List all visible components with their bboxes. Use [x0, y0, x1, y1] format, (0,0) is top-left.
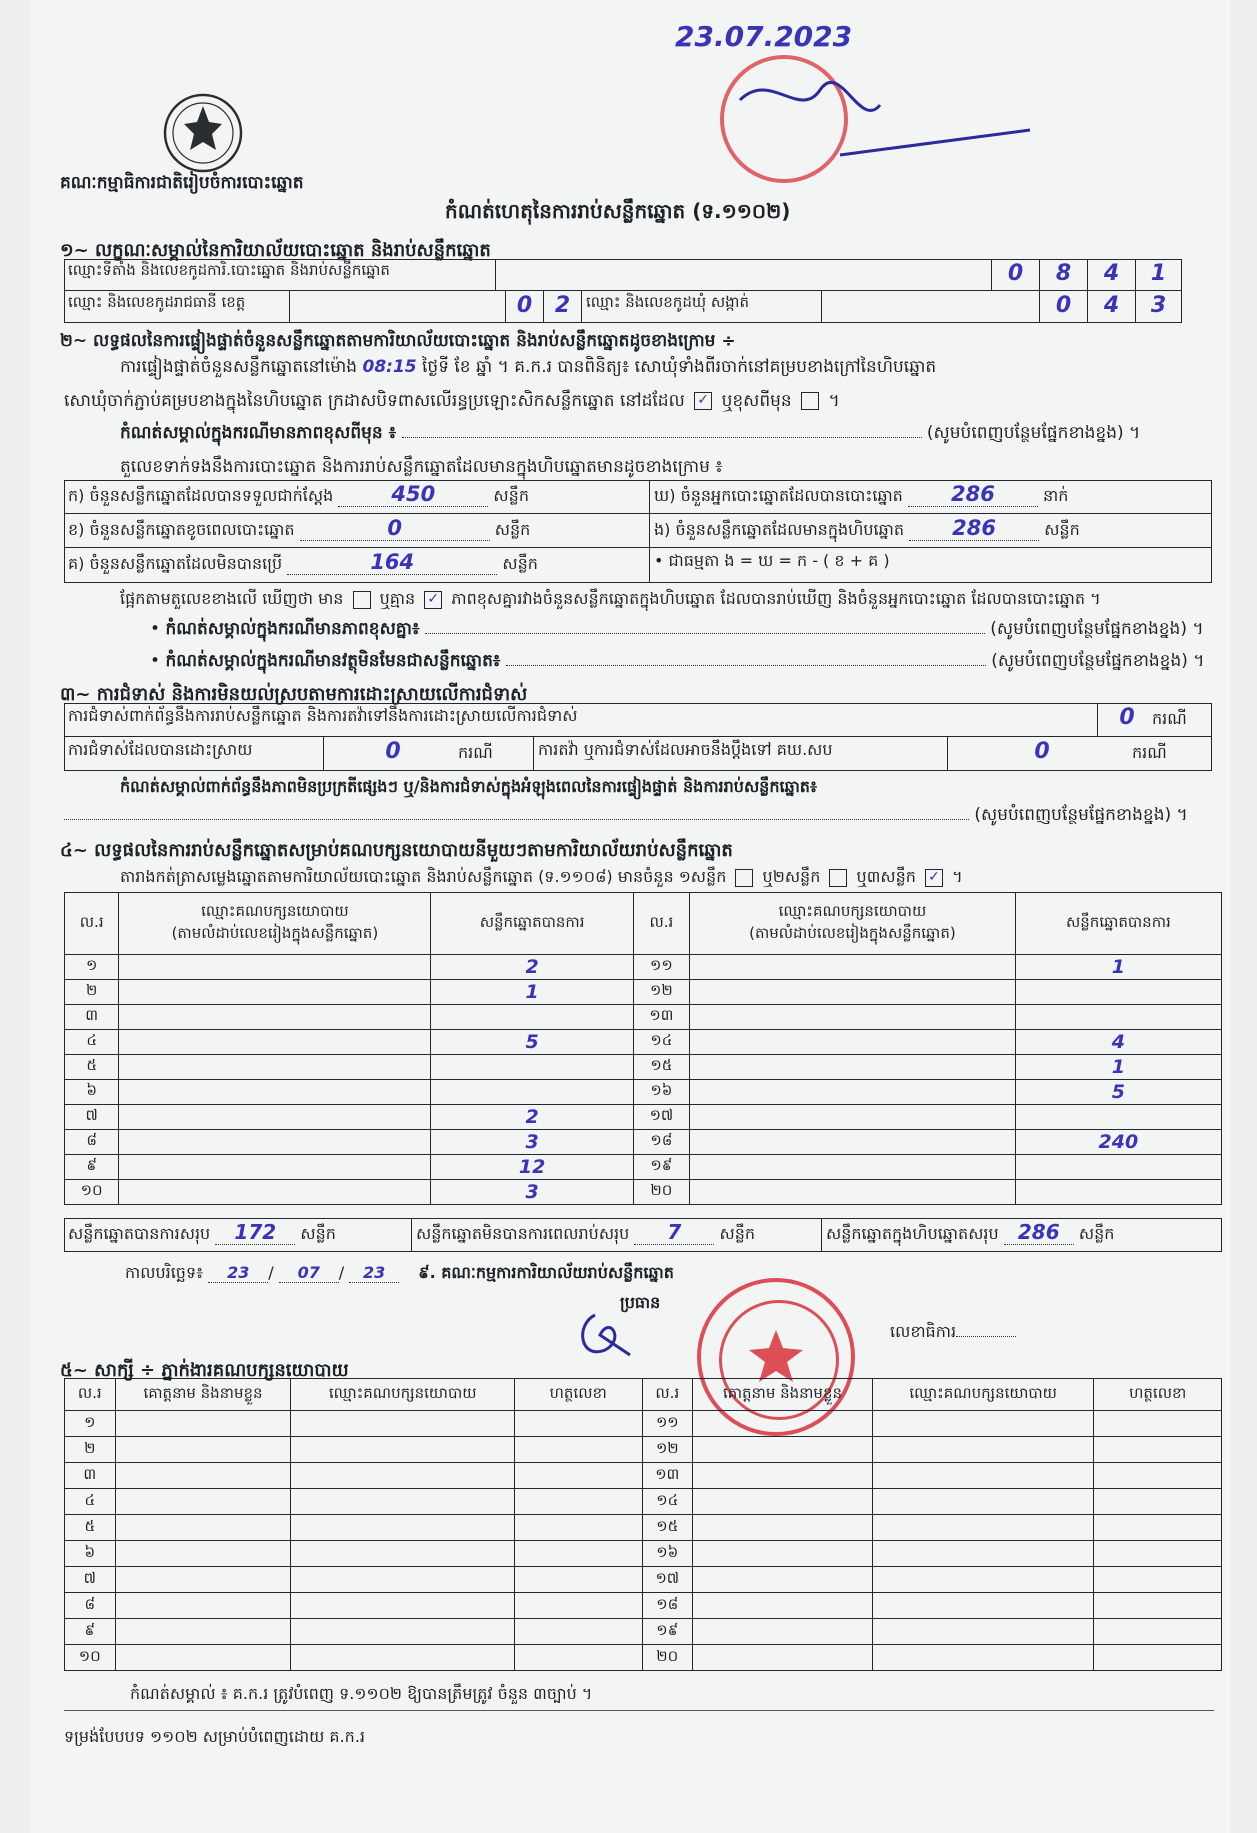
witness-no-cell: ១១	[642, 1411, 693, 1437]
witness-party-cell	[872, 1619, 1094, 1645]
footer-divider	[64, 1710, 1214, 1711]
s1-row2-label2: ឈ្មោះ និងលេខកូដឃុំ សង្កាត់	[582, 291, 822, 323]
witness-sign-cell	[514, 1437, 642, 1463]
witness-name-cell	[693, 1411, 873, 1437]
witness-row	[65, 1411, 1222, 1437]
witness-name-cell	[693, 1463, 873, 1489]
result-votes-cell	[1015, 1155, 1221, 1180]
result-party-cell	[119, 1055, 431, 1080]
witness-party-cell	[291, 1567, 514, 1593]
witness-no-cell: ១	[65, 1411, 116, 1437]
result-no-cell: ៩	[65, 1155, 119, 1180]
s3-heading: ៣~ ការជំទាស់ និងការមិនយល់ស្របតាមការដោះស្រាយលើការជំទាស់	[60, 684, 528, 705]
result-party-cell	[119, 1155, 431, 1180]
results-row	[65, 1030, 1222, 1055]
result-no-cell: ១៩	[633, 1155, 689, 1180]
witness-no-cell: ៥	[65, 1515, 116, 1541]
s4-col-votes-right: សន្លឹកឆ្នោតបានការ	[1015, 893, 1221, 955]
witness-party-cell	[291, 1411, 514, 1437]
witness-sign-cell	[1094, 1463, 1222, 1489]
s5-heading: ៥~ សាក្សី ÷ ភ្នាក់ងារគណបក្សនយោបាយ	[60, 1360, 349, 1381]
witness-sign-cell	[1094, 1593, 1222, 1619]
witness-name-cell	[693, 1645, 873, 1671]
s2-note-value	[402, 437, 922, 438]
witness-row	[65, 1541, 1222, 1567]
witness-party-cell	[872, 1411, 1094, 1437]
count-ka: ក) ចំនួនសន្លឹកឆ្នោតដែលបានទទួលជាក់ស្តែង 450 សន្លឹក	[64, 480, 650, 514]
result-votes-cell	[1015, 1005, 1221, 1030]
result-party-cell	[119, 1080, 431, 1105]
one-sheet-checkbox[interactable]	[735, 869, 753, 887]
count-formula: • ជាធម្មតា ង = ឃ = ក - ( ខ + គ )	[650, 548, 1212, 583]
result-party-cell	[690, 1130, 1016, 1155]
date-day: 23	[208, 1263, 268, 1283]
result-party-cell	[119, 1130, 431, 1155]
total-invalid-value: 7	[634, 1220, 714, 1245]
s1-heading: ១~ លក្ខណៈសម្គាល់នៃការិយាល័យបោះឆ្នោត និងរាប់សន្លឹកឆ្នោត	[60, 240, 491, 261]
s3-note-line: (សូមបំពេញបន្ថែមផ្នែកខាងខ្នង) ។	[64, 804, 1188, 829]
s1-code-digit-1: 0	[992, 259, 1040, 291]
witness-no-cell: ១៩	[642, 1619, 693, 1645]
s1-commune-name	[822, 291, 1040, 323]
same-checkbox[interactable]: ✓	[694, 392, 712, 410]
witness-party-cell	[291, 1645, 514, 1671]
s1-station-name	[496, 259, 992, 291]
witness-sign-cell	[1094, 1619, 1222, 1645]
s4-col-party-right: ឈ្មោះគណបក្សនយោបាយ (តាមលំដាប់លេខរៀងក្នុងសន្លឹកឆ្នោត)	[690, 893, 1016, 955]
different-checkbox[interactable]	[801, 392, 819, 410]
s1-row1-label: ឈ្មោះទីតាំង និងលេខកូដការិ.បោះឆ្នោត និងរាប់សន្លឹកឆ្នោត	[64, 259, 496, 291]
witness-party-cell	[872, 1593, 1094, 1619]
result-votes-cell: 240	[1015, 1130, 1221, 1155]
witness-sign-cell	[1094, 1489, 1222, 1515]
s1-province-name	[290, 291, 506, 323]
result-party-cell	[119, 1030, 431, 1055]
result-votes-cell: 2	[431, 955, 633, 980]
result-no-cell: ៨	[65, 1130, 119, 1155]
witness-sign-cell	[1094, 1541, 1222, 1567]
result-party-cell	[690, 1080, 1016, 1105]
s1-commune-digit-3: 3	[1136, 291, 1182, 323]
result-no-cell: ១៣	[633, 1005, 689, 1030]
witness-no-cell: ១៨	[642, 1593, 693, 1619]
witness-name-cell	[115, 1567, 291, 1593]
result-party-cell	[119, 1005, 431, 1030]
no-difference-checkbox[interactable]: ✓	[424, 591, 442, 609]
result-party-cell	[690, 980, 1016, 1005]
witness-row	[65, 1619, 1222, 1645]
s2-check-line: ផ្អែកតាមតួលេខខាងលើ ឃើញថា មាន ឬគ្មាន ✓ ភាពខុសគ្នារវាងចំនួនសន្លឹកឆ្នោតក្នុងហិបឆ្នោត ដែលបានរាប់ឃើញ និងចំនួនអ្នកបោះឆ្នោត ដែលបានបោះឆ្នោត ។	[120, 589, 1101, 608]
witness-name-cell	[693, 1515, 873, 1541]
s3-row2b: ការតវ៉ា ឬការជំទាស់ដែលអាចនឹងប្តឹងទៅ គឃ.សប	[534, 737, 948, 771]
result-votes-cell: 3	[431, 1130, 633, 1155]
s3-row2a-count: 0 ករណី	[324, 737, 534, 771]
result-no-cell: ២	[65, 980, 119, 1005]
result-no-cell: ១៧	[633, 1105, 689, 1130]
s1-code-digit-4: 1	[1136, 259, 1182, 291]
witness-no-cell: ១៤	[642, 1489, 693, 1515]
witness-no-cell: ១៣	[642, 1463, 693, 1489]
witness-row	[65, 1463, 1222, 1489]
result-votes-cell: 1	[1015, 1055, 1221, 1080]
count-ngo-value: 286	[909, 516, 1039, 541]
witness-party-cell	[872, 1437, 1094, 1463]
count-ngo: ង) ចំនួនសន្លឹកឆ្នោតដែលមានក្នុងហិបឆ្នោត 286 សន្លឹក	[650, 514, 1212, 548]
witness-no-cell: ៩	[65, 1619, 116, 1645]
result-no-cell: ៤	[65, 1030, 119, 1055]
witness-no-cell: ១៦	[642, 1541, 693, 1567]
result-votes-cell: 5	[431, 1030, 633, 1055]
result-no-cell: ៣	[65, 1005, 119, 1030]
three-sheet-checkbox[interactable]: ✓	[925, 869, 943, 887]
footer-note: កំណត់សម្គាល់ ៖ គ.ក.រ ត្រូវបំពេញ ទ.១១០២ ឱ្យបានត្រឹមត្រូវ ចំនួន ៣ច្បាប់ ។	[130, 1684, 593, 1703]
witness-party-cell	[291, 1515, 514, 1541]
witness-party-cell	[291, 1489, 514, 1515]
witness-sign-cell	[1094, 1437, 1222, 1463]
results-row	[65, 980, 1222, 1005]
result-votes-cell	[1015, 1105, 1221, 1130]
witness-party-cell	[872, 1489, 1094, 1515]
s4-sheet-line: តារាងកត់ត្រាសម្លេងឆ្នោតតាមការិយាល័យបោះឆ្នោត និងរាប់សន្លឹកឆ្នោត (ទ.១១០៨) មានចំនួន ១សន្លឹក ឬ២សន្លឹក ឬ៣សន្លឹក ✓ ។	[120, 867, 963, 886]
witness-sign-cell	[514, 1567, 642, 1593]
signature-top	[730, 60, 1050, 174]
result-no-cell: ១៦	[633, 1080, 689, 1105]
witness-party-cell	[872, 1567, 1094, 1593]
s4-results-table	[64, 892, 1222, 1205]
witness-sign-cell	[1094, 1645, 1222, 1671]
result-votes-cell: 2	[431, 1105, 633, 1130]
witness-party-cell	[291, 1619, 514, 1645]
total-box-value: 286	[1004, 1220, 1074, 1245]
witness-name-cell	[115, 1515, 291, 1541]
witness-row	[65, 1489, 1222, 1515]
s2-note: កំណត់សម្គាល់ក្នុងករណីមានភាពខុសពីមុន ៖ (សូមបំពេញបន្ថែមផ្នែកខាងខ្នង) ។	[120, 423, 1141, 443]
date-year: 23	[349, 1263, 399, 1283]
result-party-cell	[690, 1180, 1016, 1205]
witness-no-cell: ២	[65, 1437, 116, 1463]
result-no-cell: ១៤	[633, 1030, 689, 1055]
s1-commune-digit-1: 0	[1040, 291, 1088, 323]
witness-row	[65, 1437, 1222, 1463]
result-votes-cell	[1015, 980, 1221, 1005]
result-no-cell: ២០	[633, 1180, 689, 1205]
witness-no-cell: ៤	[65, 1489, 116, 1515]
witness-party-cell	[291, 1463, 514, 1489]
witness-row	[65, 1515, 1222, 1541]
result-party-cell	[119, 1180, 431, 1205]
result-no-cell: ១២	[633, 980, 689, 1005]
result-votes-cell: 1	[431, 980, 633, 1005]
result-votes-cell	[431, 1080, 633, 1105]
witness-name-cell	[115, 1619, 291, 1645]
s5-col-no: ល.រ	[65, 1379, 116, 1411]
witness-no-cell: ៦	[65, 1541, 116, 1567]
results-row	[65, 1180, 1222, 1205]
chair-label: ប្រធាន	[620, 1293, 661, 1312]
s5-col-party: ឈ្មោះគណបក្សនយោបាយ	[291, 1379, 514, 1411]
result-no-cell: ១៥	[633, 1055, 689, 1080]
result-party-cell	[690, 1005, 1016, 1030]
witness-name-cell	[115, 1411, 291, 1437]
witness-sign-cell	[514, 1411, 642, 1437]
s2-intro: តួលេខទាក់ទងនឹងការបោះឆ្នោត និងការរាប់សន្លឹកឆ្នោតដែលមានក្នុងហិបឆ្នោតមានដូចខាងក្រោម ៖	[120, 457, 723, 477]
s4-date-line: កាលបរិច្ឆេទ៖ 23 / 07 / 23 ៩. គណៈកម្មការការិយាល័យរាប់សន្លឹកឆ្នោត	[125, 1263, 674, 1282]
result-no-cell: ៧	[65, 1105, 119, 1130]
result-votes-cell: 4	[1015, 1030, 1221, 1055]
witness-name-cell	[693, 1437, 873, 1463]
witness-sign-cell	[514, 1645, 642, 1671]
chair-signature	[575, 1305, 645, 1369]
s5-col-sign: ហត្ថលេខា	[514, 1379, 642, 1411]
s3-row2b-count: 0 ករណី	[948, 737, 1212, 771]
witness-party-cell	[872, 1645, 1094, 1671]
witness-party-cell	[291, 1437, 514, 1463]
witness-no-cell: ១៥	[642, 1515, 693, 1541]
count-ka-value: 450	[338, 482, 488, 507]
total-valid-value: 172	[215, 1220, 295, 1245]
s3-row1-count: 0 ករណី	[1098, 703, 1212, 737]
witness-name-cell	[115, 1437, 291, 1463]
result-votes-cell: 1	[1015, 955, 1221, 980]
witness-no-cell: ១២	[642, 1437, 693, 1463]
witness-no-cell: ៣	[65, 1463, 116, 1489]
results-row	[65, 1155, 1222, 1180]
handwritten-date: 23.07.2023	[675, 20, 853, 53]
result-party-cell	[690, 1030, 1016, 1055]
s1-province-code-1: 0	[506, 291, 544, 323]
witness-sign-cell	[514, 1541, 642, 1567]
witness-no-cell: ៨	[65, 1593, 116, 1619]
org-name: គណៈកម្មាធិការជាតិរៀបចំការបោះឆ្នោត	[60, 173, 304, 193]
s5-col-sign-right: ហត្ថលេខា	[1094, 1379, 1222, 1411]
has-difference-checkbox[interactable]	[353, 591, 371, 609]
witness-no-cell: ១៧	[642, 1567, 693, 1593]
result-party-cell	[690, 1105, 1016, 1130]
result-no-cell: ៥	[65, 1055, 119, 1080]
result-votes-cell: 5	[1015, 1080, 1221, 1105]
results-row	[65, 1055, 1222, 1080]
witness-row	[65, 1645, 1222, 1671]
result-party-cell	[119, 980, 431, 1005]
witness-name-cell	[693, 1567, 873, 1593]
count-ko-value: 164	[287, 550, 497, 575]
witness-party-cell	[872, 1515, 1094, 1541]
result-party-cell	[119, 955, 431, 980]
witness-sign-cell	[514, 1593, 642, 1619]
s1-province-code-2: 2	[544, 291, 582, 323]
s2-para2: សោឃុំចាក់ភ្ជាប់គម្របខាងក្នុងនៃហិបឆ្នោត ក្រដាសបិទពាសលើរន្ធប្រឡោះសិកសន្លឹកឆ្នោត នៅដដែល ✓ ឬខុសពីមុន ។	[64, 391, 840, 411]
witness-sign-cell	[1094, 1411, 1222, 1437]
results-row	[65, 1105, 1222, 1130]
result-no-cell: ១៨	[633, 1130, 689, 1155]
s4-col-party: ឈ្មោះគណបក្សនយោបាយ (តាមលំដាប់លេខរៀងក្នុងសន្លឹកឆ្នោត)	[119, 893, 431, 955]
witness-sign-cell	[514, 1515, 642, 1541]
result-party-cell	[690, 1155, 1016, 1180]
s2-bullet1-value	[425, 633, 985, 634]
s2-bullet1: • កំណត់សម្គាល់ក្នុងករណីមានភាពខុសគ្នា៖ (សូមបំពេញបន្ថែមផ្នែកខាងខ្នង) ។	[150, 619, 1204, 639]
s5-col-name-right: គោត្តនាម និងនាមខ្លួន	[693, 1379, 873, 1411]
emblem-logo	[162, 92, 244, 174]
result-no-cell: ១១	[633, 955, 689, 980]
s3-note: កំណត់សម្គាល់ពាក់ព័ន្ធនឹងភាពមិនប្រក្រតីផ្សេងៗ ឬ/និងការជំទាស់ក្នុងអំឡុងពេលនៃការផ្ទៀងផ្ទាត់ និងការរាប់សន្លឹកឆ្នោត៖	[120, 777, 817, 796]
witness-no-cell: ១០	[65, 1645, 116, 1671]
s4-col-votes: សន្លឹកឆ្នោតបានការ	[431, 893, 633, 955]
results-row	[65, 1080, 1222, 1105]
witness-sign-cell	[1094, 1567, 1222, 1593]
witness-row	[65, 1593, 1222, 1619]
count-gho: ឃ) ចំនួនអ្នកបោះឆ្នោតដែលបានបោះឆ្នោត 286 នាក់	[650, 480, 1212, 514]
s5-col-name: គោត្តនាម និងនាមខ្លួន	[115, 1379, 291, 1411]
result-party-cell	[690, 1055, 1016, 1080]
witness-name-cell	[693, 1541, 873, 1567]
result-votes-cell	[431, 1005, 633, 1030]
s3-note-value	[64, 819, 969, 820]
witness-sign-cell	[514, 1489, 642, 1515]
results-row	[65, 955, 1222, 980]
witness-sign-cell	[1094, 1515, 1222, 1541]
s2-para1: ការផ្ទៀងផ្ទាត់ចំនួនសន្លឹកឆ្នោតនៅម៉ោង 08:15 ថ្ងៃទី ខែ ឆ្នាំ ។ គ.ក.រ បានពិនិត្យ៖ សោឃុំទាំងពីរចាក់នៅគម្របខាងក្រៅនៃហិបឆ្នោត	[120, 357, 937, 377]
witness-name-cell	[693, 1593, 873, 1619]
results-row	[65, 1130, 1222, 1155]
form-sheet	[30, 0, 1230, 1833]
secretary-line: លេខាធិការ	[890, 1318, 1016, 1345]
witness-name-cell	[693, 1619, 873, 1645]
witness-no-cell: ៧	[65, 1567, 116, 1593]
result-votes-cell	[1015, 1180, 1221, 1205]
witness-no-cell: ២០	[642, 1645, 693, 1671]
footer-form: ទម្រង់បែបបទ ១១០២ សម្រាប់បំពេញដោយ គ.ក.រ	[64, 1727, 365, 1746]
s2-heading: ២~ លទ្ធផលនៃការផ្ទៀងផ្ទាត់ចំនួនសន្លឹកឆ្នោតតាមការិយាល័យបោះឆ្នោត និងរាប់សន្លឹកឆ្នោតដូចខាងក្រោម ÷	[60, 331, 736, 351]
total-invalid: សន្លឹកឆ្នោតមិនបានការពេលរាប់សរុប 7 សន្លឹក	[412, 1218, 822, 1252]
result-votes-cell	[431, 1055, 633, 1080]
count-kha-value: 0	[300, 516, 490, 541]
s3-row2a: ការជំទាស់ដែលបានដោះស្រាយ	[64, 737, 324, 771]
s1-commune-digit-2: 4	[1088, 291, 1136, 323]
witness-name-cell	[115, 1489, 291, 1515]
results-row	[65, 1005, 1222, 1030]
witness-name-cell	[115, 1645, 291, 1671]
witness-name-cell	[115, 1541, 291, 1567]
total-valid: សន្លឹកឆ្នោតបានការសរុប 172 សន្លឹក	[64, 1218, 412, 1252]
result-party-cell	[690, 955, 1016, 980]
total-box: សន្លឹកឆ្នោតក្នុងហិបឆ្នោតសរុប 286 សន្លឹក	[822, 1218, 1222, 1252]
s1-row2-label: ឈ្មោះ និងលេខកូដរាជធានី ខេត្ត	[64, 291, 290, 323]
witness-name-cell	[115, 1463, 291, 1489]
count-kha: ខ) ចំនួនសន្លឹកឆ្នោតខូចពេលបោះឆ្នោត 0 សន្លឹក	[64, 514, 650, 548]
s2-bullet2-value	[506, 665, 986, 666]
result-votes-cell: 12	[431, 1155, 633, 1180]
witness-party-cell	[291, 1541, 514, 1567]
s5-col-party-right: ឈ្មោះគណបក្សនយោបាយ	[872, 1379, 1094, 1411]
s2-time: 08:15	[362, 357, 417, 377]
witness-name-cell	[115, 1593, 291, 1619]
date-month: 07	[279, 1263, 339, 1283]
witness-party-cell	[872, 1541, 1094, 1567]
witness-sign-cell	[514, 1619, 642, 1645]
form-title: កំណត់ហេតុនៃការរាប់សន្លឹកឆ្នោត (ទ.១១០២)	[445, 199, 791, 223]
s5-col-no-right: ល.រ	[642, 1379, 693, 1411]
witness-party-cell	[291, 1593, 514, 1619]
s2-bullet2: • កំណត់សម្គាល់ក្នុងករណីមានវត្ថុមិនមែនជាសន្លឹកឆ្នោត៖ (សូមបំពេញបន្ថែមផ្នែកខាងខ្នង) ។	[150, 651, 1205, 671]
result-party-cell	[119, 1105, 431, 1130]
s1-code-digit-2: 8	[1040, 259, 1088, 291]
two-sheet-checkbox[interactable]	[829, 869, 847, 887]
result-no-cell: ៦	[65, 1080, 119, 1105]
result-no-cell: ១០	[65, 1180, 119, 1205]
s5-witness-table	[64, 1378, 1222, 1671]
witness-party-cell	[872, 1463, 1094, 1489]
s4-heading: ៤~ លទ្ធផលនៃការរាប់សន្លឹកឆ្នោតសម្រាប់គណបក្សនយោបាយនីមួយៗតាមការិយាល័យរាប់សន្លឹកឆ្នោត	[60, 840, 733, 861]
result-votes-cell: 3	[431, 1180, 633, 1205]
count-ko: គ) ចំនួនសន្លឹកឆ្នោតដែលមិនបានប្រើ 164 សន្លឹក	[64, 548, 650, 583]
witness-name-cell	[693, 1489, 873, 1515]
witness-row	[65, 1567, 1222, 1593]
s1-code-digit-3: 4	[1088, 259, 1136, 291]
s3-row1: ការជំទាស់ពាក់ព័ន្ធនឹងការរាប់សន្លឹកឆ្នោត និងការតវ៉ាទៅនឹងការដោះស្រាយលើការជំទាស់	[64, 703, 1098, 737]
witness-sign-cell	[514, 1463, 642, 1489]
s4-col-no-right: ល.រ	[633, 893, 689, 955]
count-gho-value: 286	[908, 482, 1038, 507]
s4-col-no: ល.រ	[65, 893, 119, 955]
result-no-cell: ១	[65, 955, 119, 980]
